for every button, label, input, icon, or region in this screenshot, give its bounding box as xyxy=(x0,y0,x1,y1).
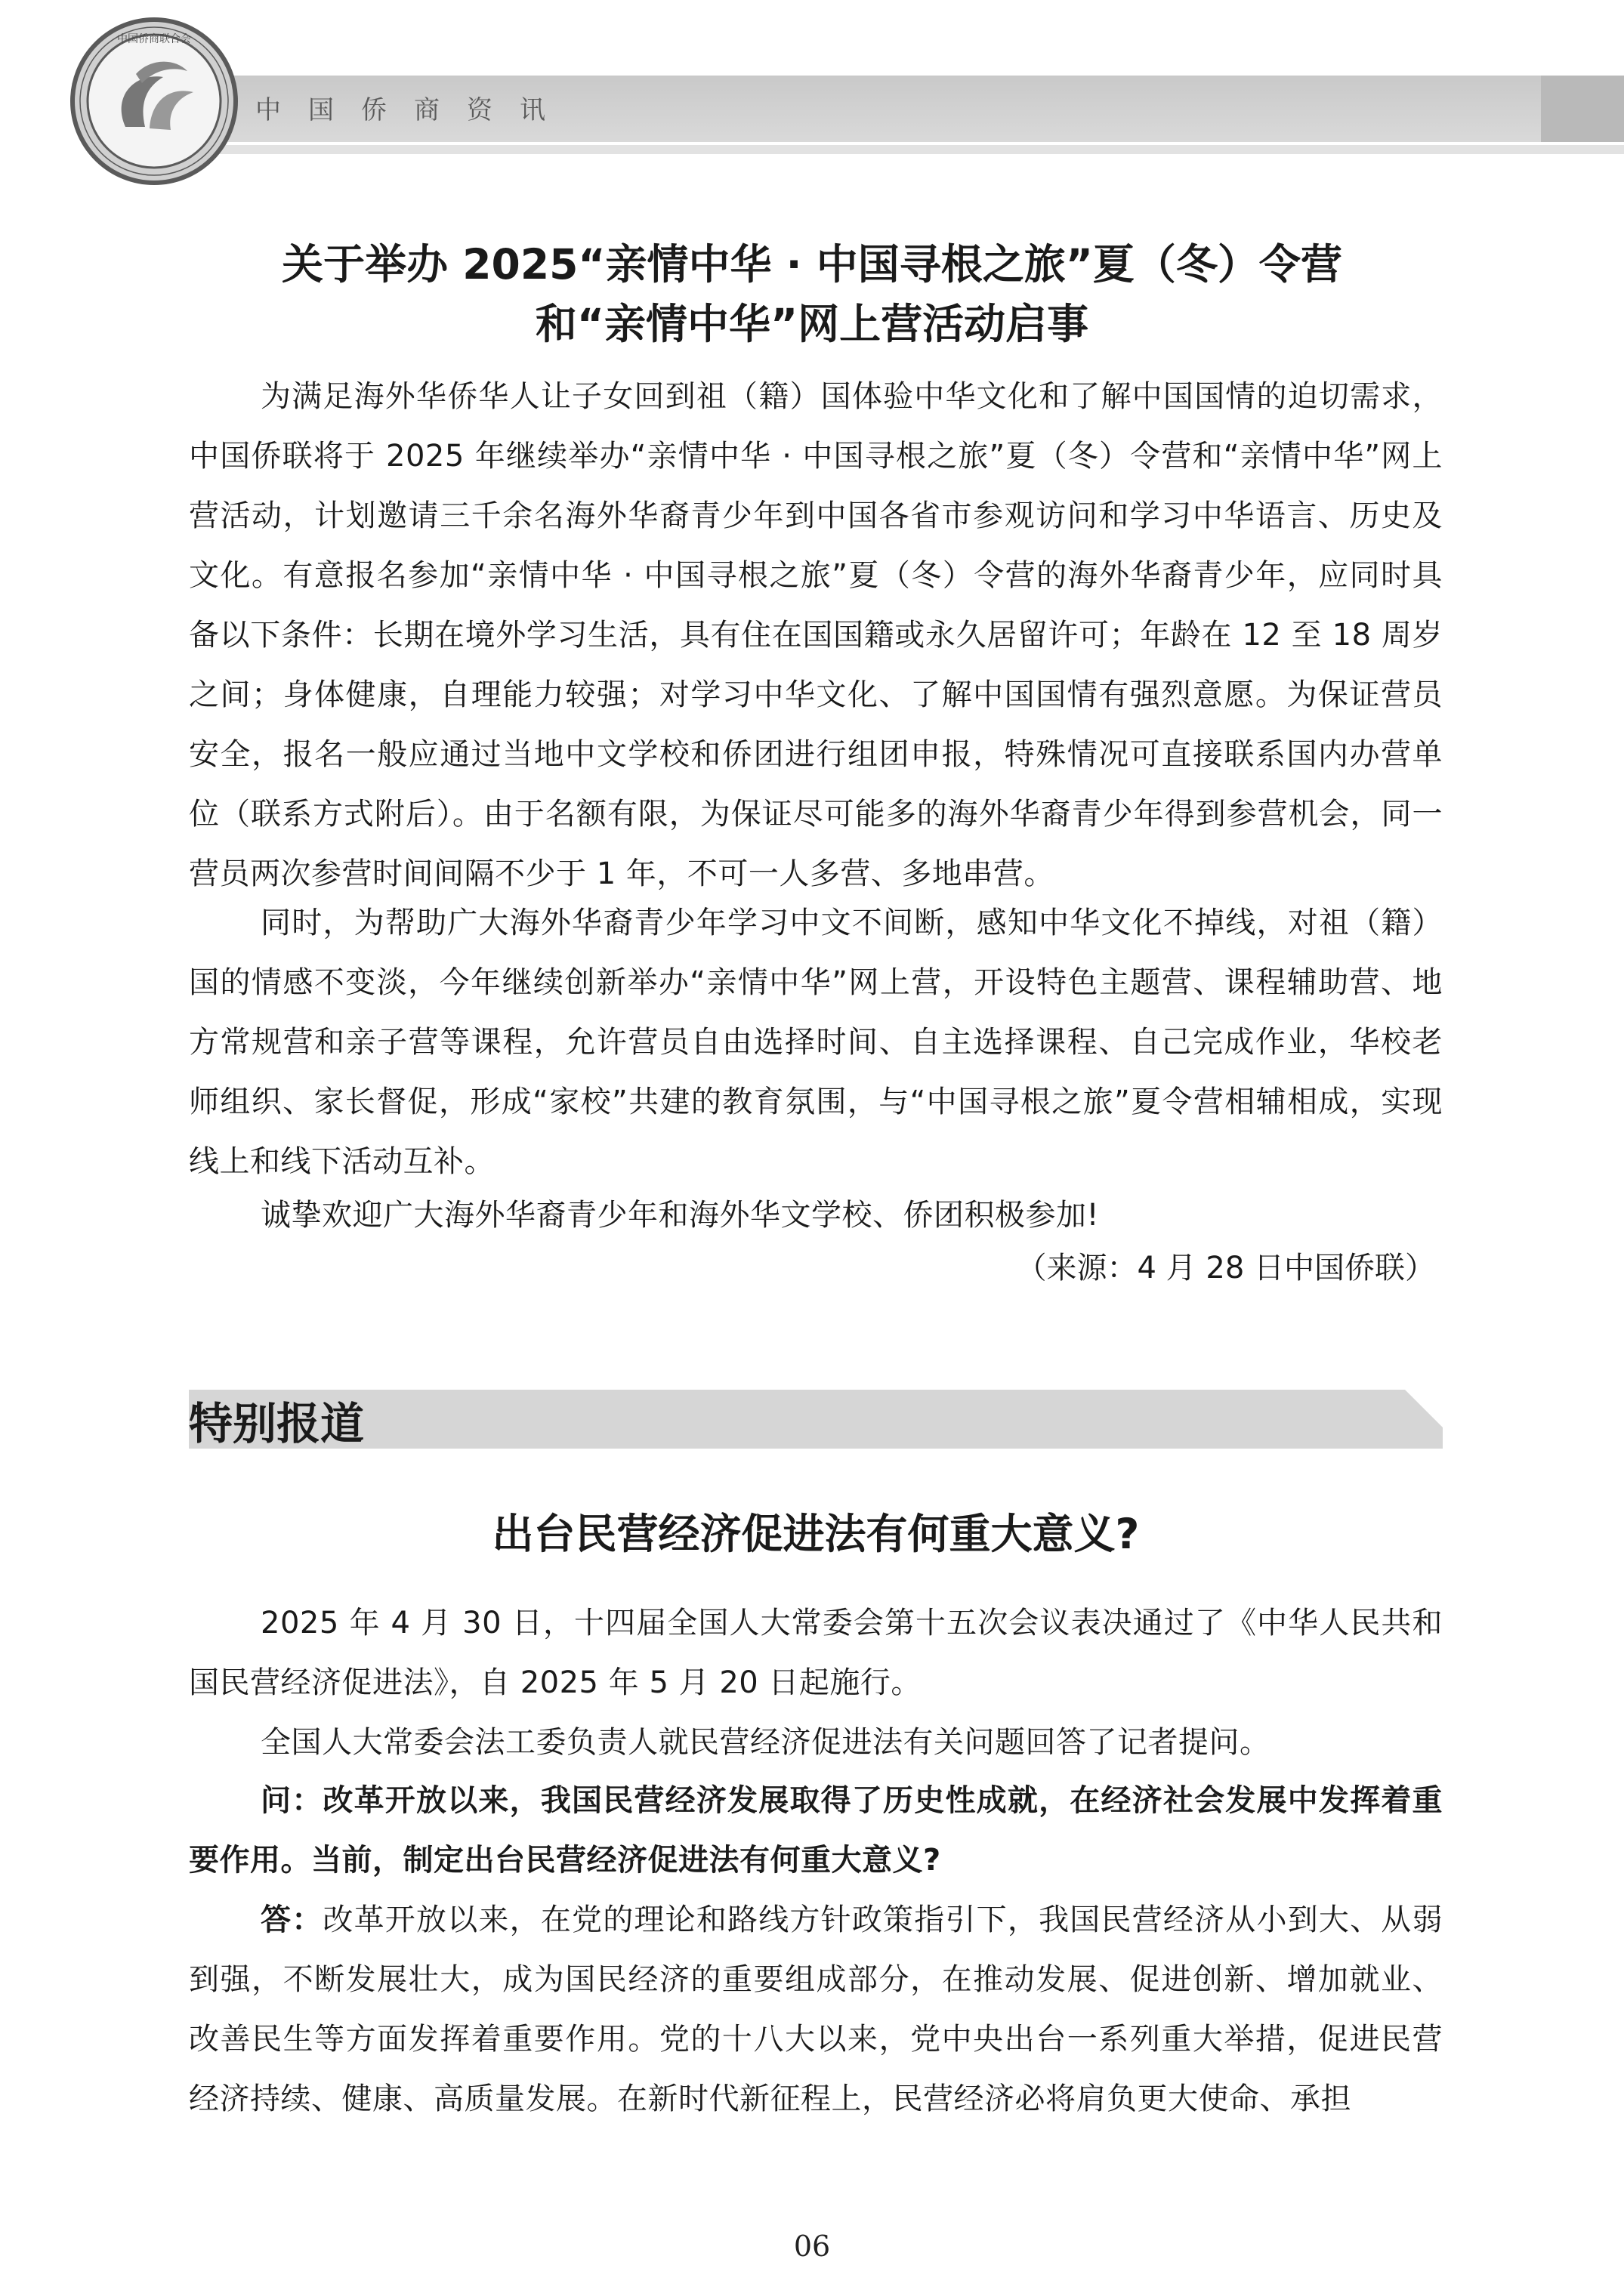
question-label: 问： xyxy=(261,1783,323,1818)
article2-title: 出台民营经济促进法有何重大意义? xyxy=(492,1510,1140,1558)
header-title: 中国侨商资讯 xyxy=(255,95,573,125)
answer-label: 答： xyxy=(261,1903,323,1937)
article2-answer xyxy=(189,1890,1443,2129)
article2-paragraph-2: 全国人大常委会法工委负责人就民营经济促进法有关问题回答了记者提问。 xyxy=(261,1725,1270,1760)
article1-paragraph-3: 诚挚欢迎广大海外华裔青少年和海外华文学校、侨团积极参加! xyxy=(261,1198,1100,1233)
article1-title-line2: 和“亲情中华”网上营活动启事 xyxy=(535,300,1089,348)
article1-source: （来源：4 月 28 日中国侨联） xyxy=(1016,1251,1435,1285)
section-title: 特别报道 xyxy=(189,1398,365,1449)
article2-paragraph-1: 2025 年 4 月 30 日，十四届全国人大常委会第十五次会议表决通过了《中华人民共和国民营经济促进法》，自 2025 年 5 月 20 日起施行。 xyxy=(189,1606,1443,1700)
logo-text: 中国侨商联合会 xyxy=(117,33,191,45)
logo-emblem xyxy=(66,14,242,189)
article1-paragraph-2: 同时，为帮助广大海外华裔青少年学习中文不间断，感知中华文化不掉线，对祖（籍）国的情感不变淡，今年继续创新举办“亲情中华”网上营，开设特色主题营、课程辅助营、地方常规营和亲子营等课程，允许营员自由选择时间、自主选择课程、自己完成作业，华校老师组织、家长督促，形成“家校”共建的教育氛围，与“中国寻根之旅”夏令营相辅相成，实现线上和线下活动互补。 xyxy=(189,906,1443,1179)
article1-title-line1: 关于举办 2025“亲情中华 · 中国寻根之旅”夏（冬）令营 xyxy=(282,240,1342,289)
page-number: 06 xyxy=(793,2230,831,2263)
section-banner xyxy=(189,1390,1443,1449)
article1-paragraph-1: 为满足海外华侨华人让子女回到祖（籍）国体验中华文化和了解中国国情的迫切需求，中国侨联将于 2025 年继续举办“亲情中华 · 中国寻根之旅”夏（冬）令营和“亲情中华”网上营活动，计划邀请三千余名海外华裔青少年到中国各省市参观访问和学习中华语言、历史及文化。有意报名参加“亲情中华 · 中国寻根之旅”夏（冬）令营的海外华裔青少年，应同时具备以下条件：长期在境外学习生活，具有住在国国籍或永久居留许可；年龄在 12 至 18 周岁之间；身体健康，自理能力较强；对学习中华文化、了解中国国情有强烈意愿。为保证营员安全，报名一般应通过当地中文学校和侨团进行组团申报，特殊情况可直接联系国内办营单位（联系方式附后）。由于名额有限，为保证尽可能多的海外华裔青少年得到参营机会，同一营员两次参营时间间隔不少于 1 年，不可一人多营、多地串营。 xyxy=(189,379,1443,891)
question-text: 改革开放以来，我国民营经济发展取得了历史性成就，在经济社会发展中发挥着重要作用。当前，制定出台民营经济促进法有何重大意义? xyxy=(189,1783,1443,1878)
header-strip xyxy=(178,145,1624,154)
article2-question xyxy=(189,1771,1443,1890)
answer-text: 改革开放以来，在党的理论和路线方针政策指引下，我国民营经济从小到大、从弱到强，不断发展壮大，成为国民经济的重要组成部分，在推动发展、促进创新、增加就业、改善民生等方面发挥着重要作用。党的十八大以来，党中央出台一系列重大举措，促进民营经济持续、健康、高质量发展。在新时代新征程上，民营经济必将肩负更大使命、承担 xyxy=(189,1903,1443,2116)
header-shade xyxy=(1541,76,1624,142)
